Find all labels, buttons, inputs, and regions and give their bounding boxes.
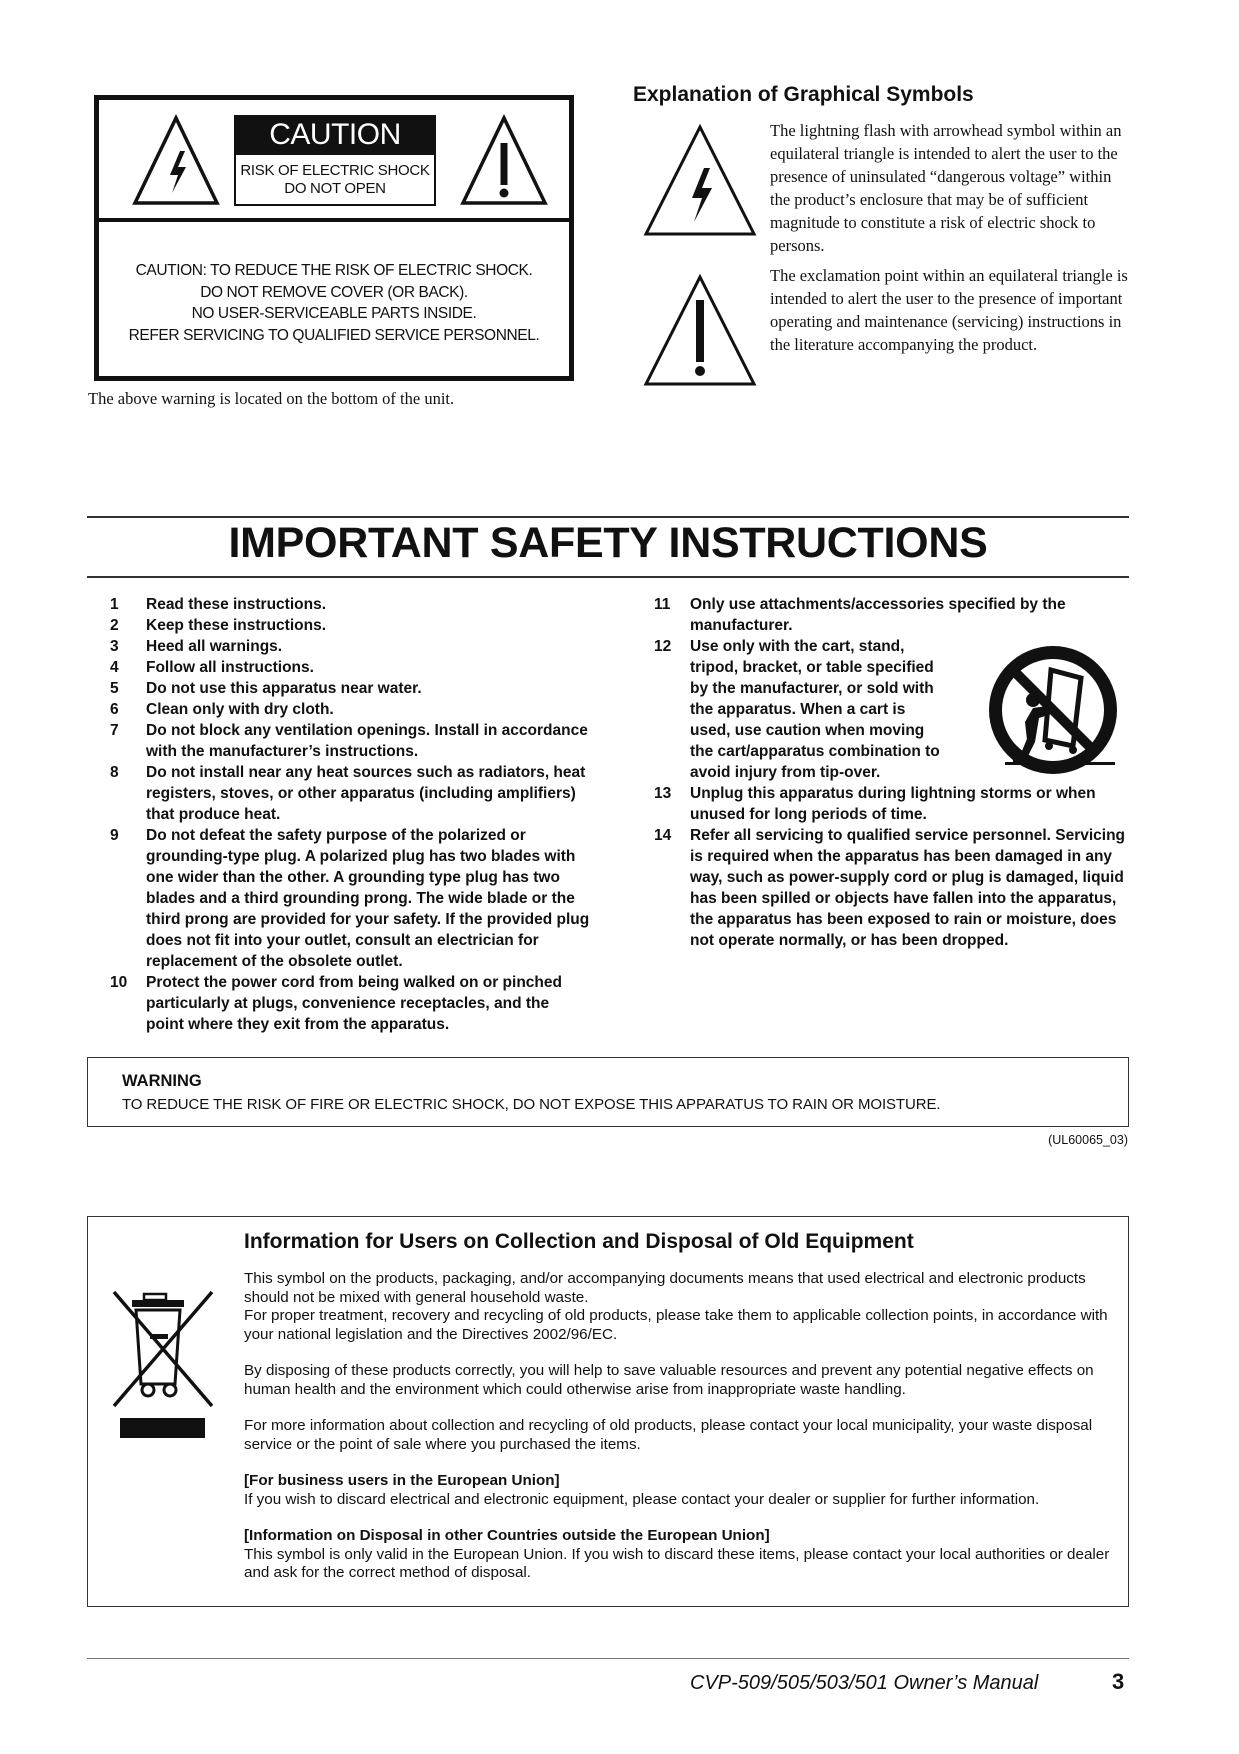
disposal-text: For proper treatment, recovery and recycling of old products, please take them to applicable collection points, in accordance with your national legislation and the Directives 2002/96/EC. bbox=[244, 1307, 1108, 1343]
caution-text-line: NO USER-SERVICEABLE PARTS INSIDE. bbox=[191, 305, 477, 322]
cart-tip-over-warning-icon bbox=[985, 642, 1121, 782]
lightning-symbol-description: The lightning flash with arrowhead symbol within an equilateral triangle is intended to alert the user to the presence of uninsulated “dangerous voltage” within the product’s enclosure that may be of sufficient magnitude to constitute a risk of electric shock to persons. bbox=[770, 121, 1122, 255]
disposal-paragraph: For more information about collection and recycling of old products, please contact your local municipality, your waste disposal service or the point of sale where you purchased the items. bbox=[244, 1417, 1093, 1453]
exclamation-triangle-icon bbox=[640, 272, 760, 390]
footer-rule bbox=[87, 1658, 1129, 1659]
business-users-text: If you wish to discard electrical and electronic equipment, please contact your dealer or supplier for further information. bbox=[244, 1490, 1040, 1508]
caution-sublabel bbox=[234, 155, 436, 206]
exclamation-symbol-description: The exclamation point within an equilateral triangle is intended to alert the user to the presence of important operating and maintenance (servicing) instructions in the literature accompanying the product. bbox=[770, 266, 1128, 354]
caution-text bbox=[100, 260, 568, 346]
disposal-paragraph bbox=[244, 1527, 1114, 1583]
bin-underline-bar bbox=[120, 1418, 205, 1438]
disposal-heading: Information for Users on Collection and Disposal of Old Equipment bbox=[244, 1230, 914, 1253]
caution-divider bbox=[94, 218, 574, 222]
caution-text-line: REFER SERVICING TO QUALIFIED SERVICE PERSONNEL. bbox=[128, 326, 540, 344]
warning-text: TO REDUCE THE RISK OF FIRE OR ELECTRIC SHOCK, DO NOT EXPOSE THIS APPARATUS TO RAIN OR MOISTURE. bbox=[122, 1096, 941, 1113]
instruction-item: 6 Clean only with dry cloth. bbox=[110, 701, 334, 718]
outside-eu-text: This symbol is only valid in the European Union. If you wish to discard these items, please contact your local authorities or dealer and ask for the correct method of disposal. bbox=[244, 1545, 1110, 1581]
caution-sub-line2: DO NOT OPEN bbox=[284, 180, 386, 197]
symbols-heading: Explanation of Graphical Symbols bbox=[633, 83, 974, 106]
instruction-item: 11 Only use attachments/accessories specified by the manufacturer. bbox=[654, 596, 1066, 634]
instruction-item: 13 Unplug this apparatus during lightning storms or when unused for long periods of time. bbox=[654, 785, 1096, 823]
instruction-item: 5 Do not use this apparatus near water. bbox=[110, 680, 422, 697]
caution-text-line: CAUTION: TO REDUCE THE RISK OF ELECTRIC SHOCK. bbox=[135, 262, 533, 279]
caution-sub-line1: RISK OF ELECTRIC SHOCK bbox=[240, 162, 430, 179]
warning-code: (UL60065_03) bbox=[1048, 1133, 1128, 1147]
instruction-item: 3 Heed all warnings. bbox=[110, 638, 283, 655]
disposal-body bbox=[244, 1270, 1114, 1601]
footer-manual-title: CVP-509/505/503/501 Owner’s Manual bbox=[690, 1672, 1039, 1694]
lightning-triangle-icon bbox=[640, 122, 760, 240]
instruction-item: 12 Use only with the cart, stand, tripod, bracket, or table specified by the manufacturer, or sold with the apparatus. When a cart is used, use caution when moving the cart/apparatus combination to avoid injury from tip-over. bbox=[654, 638, 940, 781]
disposal-paragraph bbox=[244, 1472, 1114, 1509]
warning-box bbox=[87, 1057, 1129, 1127]
disposal-text: This symbol on the products, packaging, and/or accompanying documents means that used electrical and electronic products should not be mixed with general household waste. bbox=[244, 1270, 1086, 1306]
disposal-paragraph bbox=[244, 1270, 1114, 1344]
business-users-heading: [For business users in the European Union] bbox=[244, 1472, 560, 1489]
instruction-item: 9 Do not defeat the safety purpose of the polarized or grounding-type plug. A polarized plug has two blades with one wider than the other. A grounding type plug has two blades and a third grounding prong. The wide blade or the third prong are provided for your safety. If the provided plug does not fit into your outlet, consult an electrician for replacement of the obsolete outlet. bbox=[110, 827, 590, 970]
instruction-item: 4 Follow all instructions. bbox=[110, 659, 314, 676]
title-rule-top bbox=[87, 516, 1129, 518]
title-rule-bottom bbox=[87, 576, 1129, 578]
caution-text-line: DO NOT REMOVE COVER (OR BACK). bbox=[200, 283, 468, 301]
page-number: 3 bbox=[1112, 1669, 1125, 1694]
lightning-warning-icon bbox=[130, 113, 222, 209]
instruction-item: 8 Do not install near any heat sources such as radiators, heat registers, stoves, or other apparatus (including amplifiers) that produce heat. bbox=[110, 764, 586, 823]
disposal-paragraph: By disposing of these products correctly, you will help to save valuable resources and prevent any potential negative effects on human health and the environment which could otherwise arise from inappropriate waste handling. bbox=[244, 1362, 1094, 1398]
instructions-left-list bbox=[110, 594, 590, 1035]
instruction-item: 1 Read these instructions. bbox=[110, 596, 327, 613]
instruction-item: 7 Do not block any ventilation openings. Install in accordance with the manufacturer’s instructions. bbox=[110, 722, 588, 760]
instruction-item: 2 Keep these instructions. bbox=[110, 617, 327, 634]
outside-eu-heading: [Information on Disposal in other Countries outside the European Union] bbox=[244, 1527, 770, 1544]
exclamation-warning-icon bbox=[458, 113, 550, 209]
instruction-item: 14 Refer all servicing to qualified service personnel. Servicing is required when the apparatus has been damaged in any way, such as power-supply cord or plug is damaged, liquid has been spilled or objects have fallen into the apparatus, the apparatus has been exposed to rain or moisture, does not operate normally, or has been dropped. bbox=[654, 827, 1126, 949]
instruction-item: 10 Protect the power cord from being walked on or pinched particularly at plugs, convenience receptacles, and the point where they exit from the apparatus. bbox=[110, 974, 562, 1033]
caution-label: CAUTION bbox=[234, 115, 436, 155]
page-title: IMPORTANT SAFETY INSTRUCTIONS bbox=[228, 519, 988, 567]
caution-note: The above warning is located on the bottom of the unit. bbox=[88, 389, 455, 408]
crossed-out-bin-icon bbox=[108, 1288, 218, 1414]
warning-title: WARNING bbox=[122, 1072, 202, 1090]
